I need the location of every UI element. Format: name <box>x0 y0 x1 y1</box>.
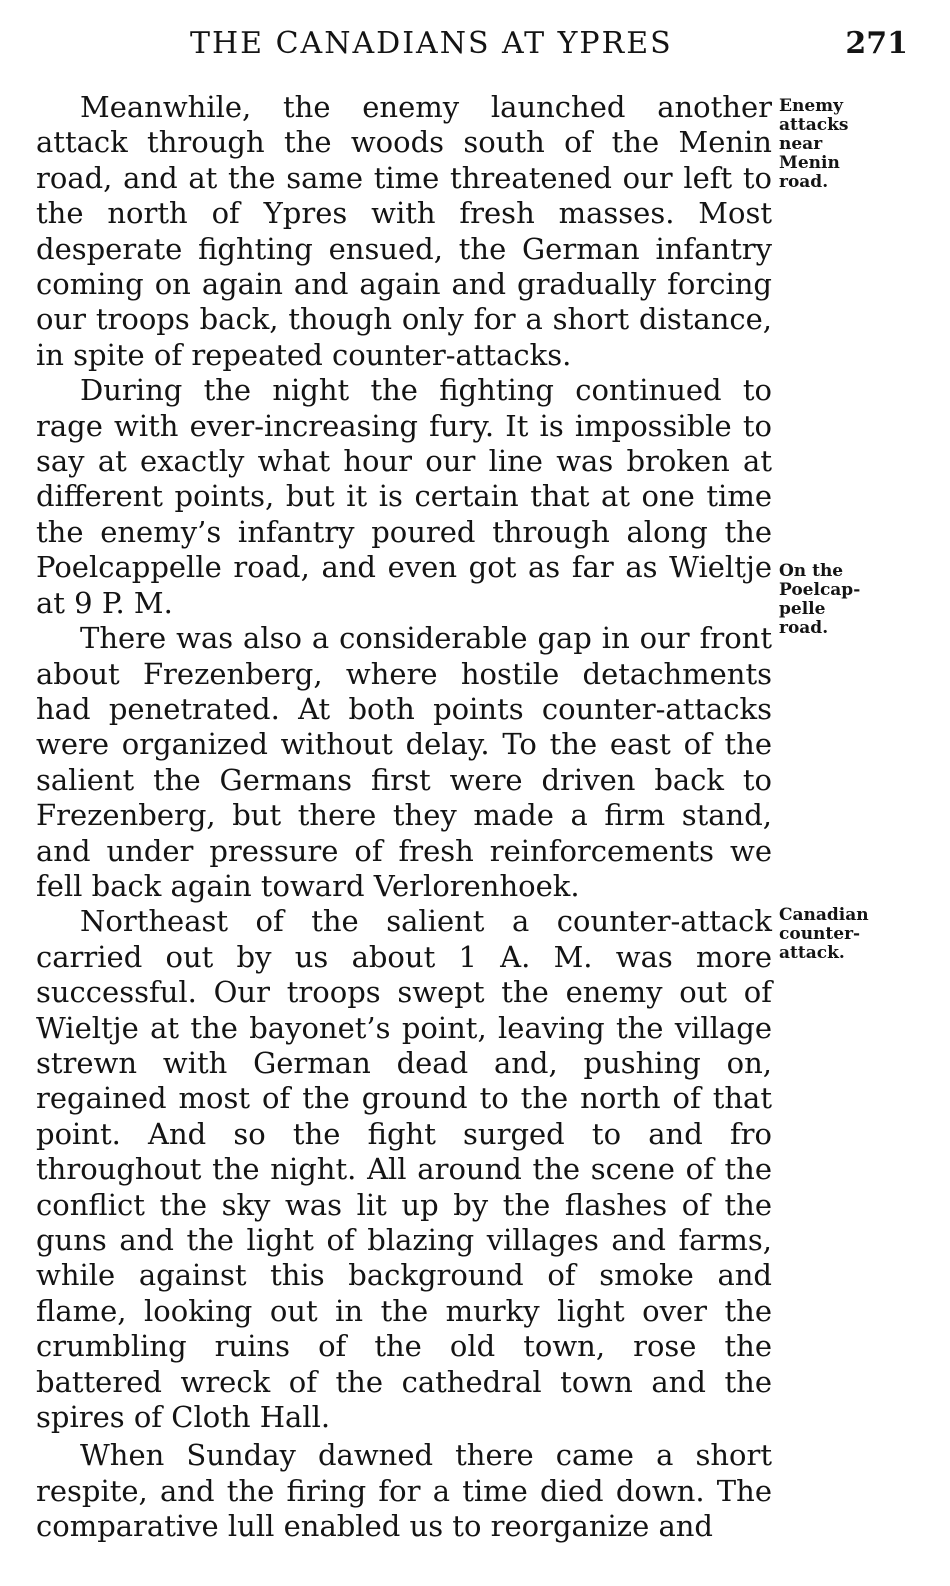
paragraph-2: During the night the fighting continued to rage with ever-increasing fury. It is impossible to say at exactly what hour our line was broken at different points, but it is certain that at one time the enemy’s infantry poured through along the Poelcappelle road, and even got as far as Wieltje at 9 P. M. <box>36 373 772 620</box>
paragraph-5: When Sunday dawned there came a short respite, and the firing for a time died down. The comparative lull enabled us to reorganize and <box>36 1438 772 1544</box>
paragraph-1: Meanwhile, the enemy launched another attack through the woods south of the Menin road, and at the same time threatened our left to the north of Ypres with fresh masses. Most desperate fighting ensued, the German infantry coming on again and again and gradually forcing our troops back, though only for a short distance, in spite of repeated counter-attacks. <box>36 90 772 372</box>
page-number: 271 <box>845 26 908 61</box>
running-header <box>0 26 950 70</box>
paragraph-4: Northeast of the salient a counter-attack carried out by us about 1 A. M. was more successful. Our troops swept the enemy out of Wieltje at the bayonet’s point, leaving the village strewn with German dead and, pushing on, regained most of the ground to the north of that point. And so the fight surged to and fro throughout the night. All around the scene of the conflict the sky was lit up by the flashes of the guns and the light of blazing villages and farms, while against this background of smoke and flame, looking out in the murky light over the crumbling ruins of the old town, rose the battered wreck of the cathedral town and the spires of Cloth Hall. <box>36 904 772 1435</box>
sidenote-menin-road: Enemy attacks near Menin road. <box>779 96 849 192</box>
sidenote-poelcappelle-road: On the Poelcap- pelle road. <box>779 561 861 638</box>
body-text <box>36 90 772 1545</box>
sidenote-canadian-counter-attack: Canadian counter- attack. <box>779 905 869 963</box>
running-title: THE CANADIANS AT YPRES <box>190 26 673 61</box>
paragraph-3: There was also a considerable gap in our front about Frezenberg, where hostile detachments had penetrated. At both points counter-attacks were organized without delay. To the east of the salient the Germans first were driven back to Frezenberg, but there they made a firm stand, and under pressure of fresh reinforcements we fell back again toward Verlorenhoek. <box>36 621 772 903</box>
